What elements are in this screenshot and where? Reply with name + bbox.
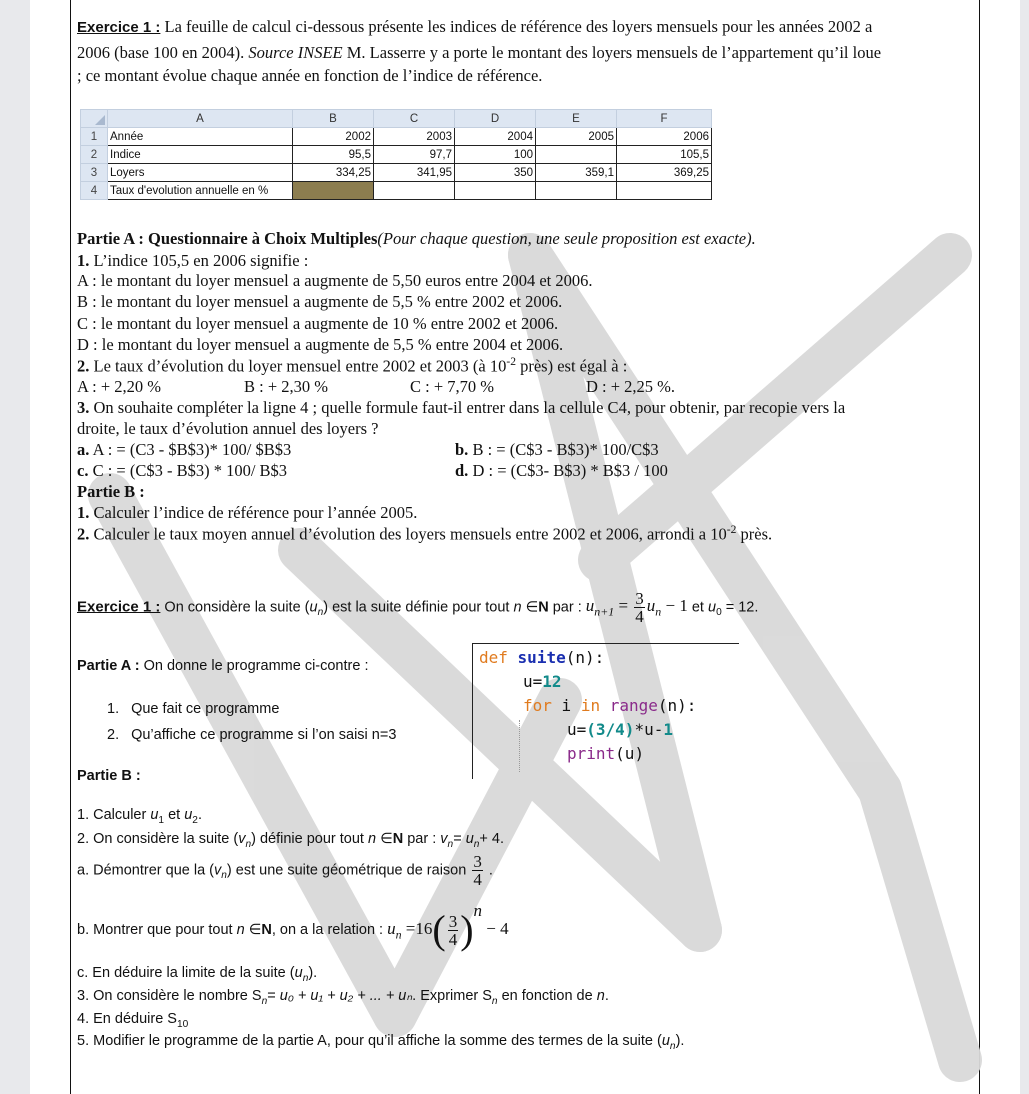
column-header-e[interactable]: E <box>536 110 617 128</box>
exercise2-partA: Partie A : On donne le programme ci-contre : <box>77 658 369 674</box>
cell-d1[interactable]: 2004 <box>455 128 536 146</box>
q2-option-b: B : + 2,30 % <box>244 377 329 396</box>
cell-e3[interactable]: 359,1 <box>536 164 617 182</box>
code-line-def: def suite(n): <box>479 648 605 667</box>
explicit-formula: $u_n =16$ <box>387 918 433 942</box>
fraction-3-4: $\frac{3}{4}$ <box>473 852 482 889</box>
row-header[interactable]: 2 <box>81 146 108 164</box>
spreadsheet-row <box>81 128 712 146</box>
partB-question-1: 1. Calculer l’indice de référence pour l’année 2005. <box>77 503 418 522</box>
python-code-block <box>472 643 739 779</box>
cell-f4[interactable] <box>617 182 712 200</box>
fraction-3-4: $\frac{3}{4}$ <box>635 589 644 626</box>
column-header-d[interactable]: D <box>455 110 536 128</box>
question-3: 3. On souhaite compléter la ligne 4 ; quelle formule faut-il entrer dans la cellule C4, pour obtenir, par recopie vers la <box>77 398 846 417</box>
column-header-f[interactable]: F <box>617 110 712 128</box>
cell-f2[interactable]: 105,5 <box>617 146 712 164</box>
q3-option-d: d. D : = (C$3- B$3) * B$3 / 100 <box>455 461 668 480</box>
fraction-3-4: $\frac{3}{4}$ <box>448 911 458 949</box>
code-line-for: for i in range(n): <box>523 696 697 715</box>
q1-option-a: A : le montant du loyer mensuel a augmente de 5,50 euros entre 2004 et 2006. <box>77 271 593 290</box>
cell-f1[interactable]: 2006 <box>617 128 712 146</box>
partB-heading: Partie B : <box>77 482 145 501</box>
spreadsheet-header-row <box>81 110 712 128</box>
cell-a4[interactable]: Taux d'evolution annuelle en % <box>108 182 293 200</box>
column-header-b[interactable]: B <box>293 110 374 128</box>
spreadsheet-row <box>81 182 712 200</box>
column-header-c[interactable]: C <box>374 110 455 128</box>
partB-qb: b. Montrer que pour tout n ∈N, on a la relation : $u_n =16$( $\frac{3}{4}$ )$^n$ − 4 <box>77 901 509 952</box>
cell-c4[interactable] <box>374 182 455 200</box>
partB-qa: a. Démontrer que la $(v_n)$ est une suite géométrique de raison $\frac{3}{4}$ . <box>77 852 493 889</box>
cell-e1[interactable]: 2005 <box>536 128 617 146</box>
partB-q2: 2. On considère la suite $(v_n)$ définie pour tout n ∈N par : $v_n= u_n+ 4$. <box>77 831 504 850</box>
partB-q1: 1. Calculer $u_1$ et $u_2$. <box>77 807 202 826</box>
partA-heading: Partie A : Questionnaire à Choix Multiples(Pour chaque question, une seule proposition est exacte). <box>77 229 756 248</box>
spreadsheet-table <box>80 109 712 200</box>
cell-a1[interactable]: Année <box>108 128 293 146</box>
code-line-init: u=12 <box>523 672 562 691</box>
row-header[interactable]: 1 <box>81 128 108 146</box>
cell-b2[interactable]: 95,5 <box>293 146 374 164</box>
indent-guide <box>519 720 520 772</box>
question-1: 1. L’indice 105,5 en 2006 signifie : <box>77 251 309 270</box>
cell-c2[interactable]: 97,7 <box>374 146 455 164</box>
recurrence-formula: $u_{n+1}$ = <box>585 596 633 619</box>
select-all-corner[interactable] <box>81 110 108 128</box>
question-2: 2. Le taux d’évolution du loyer mensuel entre 2002 et 2003 (à $10^{-2}$ près) est égal à : <box>77 356 628 376</box>
cell-e4[interactable] <box>536 182 617 200</box>
cell-a3[interactable]: Loyers <box>108 164 293 182</box>
row-header[interactable]: 3 <box>81 164 108 182</box>
exercise1-intro-line1: Exercice 1 : La feuille de calcul ci-dessous présente les indices de référence des loyers mensuels pour les années 2002 a <box>77 17 873 36</box>
cell-d3[interactable]: 350 <box>455 164 536 182</box>
cell-c1[interactable]: 2003 <box>374 128 455 146</box>
partB-q3: 3. On considère le nombre $S_n= u_0 + u_1 + u_2$ + ... + uₙ. Exprimer $S_n$ en fonction de n. <box>77 988 609 1007</box>
row-header[interactable]: 4 <box>81 182 108 200</box>
q3-option-a: a. A : = (C3 - $B$3)* 100/ $B$3 <box>77 440 292 459</box>
partB-q5: 5. Modifier le programme de la partie A, pour qu’il affiche la somme des termes de la suite $(u_n)$. <box>77 1033 685 1052</box>
partA-item-2: 2. Qu’affiche ce programme si l’on saisi n=3 <box>107 727 397 743</box>
cell-e2[interactable] <box>536 146 617 164</box>
cell-d4[interactable] <box>455 182 536 200</box>
code-line-update: u=(3/4)*u-1 <box>567 720 673 739</box>
exercise1-intro-line3: ; ce montant évolue chaque année en fonction de l’indice de référence. <box>77 66 543 85</box>
code-line-print: print(u) <box>567 744 645 763</box>
q1-option-d: D : le montant du loyer mensuel a augmente de 5,5 % entre 2004 et 2006. <box>77 335 564 354</box>
exercise1-title: Exercice 1 : <box>77 19 161 36</box>
q2-option-a: A : + 2,20 % <box>77 377 162 396</box>
exercise2-partB-heading: Partie B : <box>77 768 141 784</box>
q3-option-c: c. C : = (C$3 - B$3) * 100/ B$3 <box>77 461 288 480</box>
cell-f3[interactable]: 369,25 <box>617 164 712 182</box>
cell-a2[interactable]: Indice <box>108 146 293 164</box>
q2-option-c: C : + 7,70 % <box>410 377 495 396</box>
cell-c3[interactable]: 341,95 <box>374 164 455 182</box>
exercise2-title: Exercice 1 : <box>77 598 161 616</box>
q1-option-b: B : le montant du loyer mensuel a augmente de 5,5 % entre 2002 et 2006. <box>77 292 563 311</box>
cell-d2[interactable]: 100 <box>455 146 536 164</box>
exercise2-intro: Exercice 1 : On considère la suite $(u_n)$ est la suite définie pour tout n ∈N par : $u_{n+1}$ = $\frac{3}{4}$ $u_n - 1$ et $u_0 = 12$. <box>77 589 759 626</box>
partB-question-2: 2. Calculer le taux moyen annuel d’évolution des loyers mensuels entre 2002 et 2006, arrondi a $10^{-2}$ près. <box>77 524 773 544</box>
spreadsheet-row <box>81 146 712 164</box>
q3-option-b: b. B : = (C$3 - B$3)* 100/C$3 <box>455 440 659 459</box>
question-3-line2: droite, le taux d’évolution annuel des loyers ? <box>77 419 379 438</box>
spreadsheet-row <box>81 164 712 182</box>
cell-b3[interactable]: 334,25 <box>293 164 374 182</box>
cell-b1[interactable]: 2002 <box>293 128 374 146</box>
cell-b4-selected[interactable] <box>293 182 374 200</box>
partB-q4: 4. En déduire $S_{10}$ <box>77 1011 189 1030</box>
exercise1-intro-line2: 2006 (base 100 en 2004). Source INSEE M. Lasserre y a porte le montant des loyers mensuels de l’appartement qu’il loue <box>77 43 882 62</box>
q2-option-d: D : + 2,25 %. <box>586 377 676 396</box>
partB-qc: c. En déduire la limite de la suite $(u_n)$. <box>77 965 318 984</box>
q1-option-c: C : le montant du loyer mensuel a augmente de 10 % entre 2002 et 2006. <box>77 314 559 333</box>
partA-item-1: 1. Que fait ce programme <box>107 701 280 717</box>
column-header-a[interactable]: A <box>108 110 293 128</box>
